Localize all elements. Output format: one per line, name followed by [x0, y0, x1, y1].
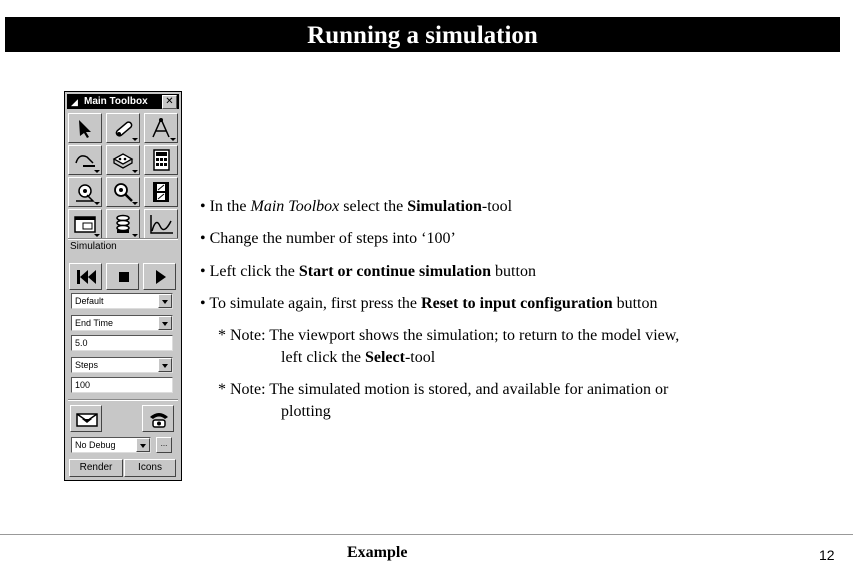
spring-icon [111, 213, 135, 235]
bullet-bold-text: Simulation [407, 198, 482, 215]
brush-tool-button[interactable] [106, 113, 140, 143]
start-or-continue-simulation-button[interactable] [143, 263, 176, 290]
bullet-bold-text: Reset to input configuration [421, 295, 613, 312]
submenu-indicator-icon [94, 234, 100, 237]
rewind-icon [76, 269, 98, 285]
bullet-text: button [612, 295, 658, 312]
toolbox-titlebar[interactable] [67, 94, 179, 109]
chevron-down-icon[interactable] [136, 438, 150, 452]
spring-tool-button[interactable] [106, 209, 140, 239]
note-motion-stored: * Note: The simulated motion is stored, and available for animation or [218, 381, 669, 398]
film-icon [149, 181, 173, 203]
graph-plot-icon [149, 213, 173, 235]
bullet-reset-simulation [200, 295, 657, 313]
bullet-select-simulation-tool [200, 198, 512, 216]
reload-simulation-button[interactable] [142, 405, 174, 432]
steps-mode-select[interactable] [71, 357, 173, 373]
simulation-tool-button[interactable] [144, 209, 178, 239]
telephone-refresh-icon [147, 409, 171, 429]
close-button[interactable]: ✕ [162, 95, 177, 109]
bullet-change-steps: • Change the number of steps into ‘100’ [200, 230, 456, 247]
window-icon [73, 213, 97, 235]
reset-to-input-configuration-button[interactable] [69, 263, 102, 290]
bullet-text: • To simulate again, first press the [200, 295, 422, 312]
note-text: -tool [404, 349, 436, 366]
bullet-text: -tool [481, 198, 513, 215]
footer-divider [0, 534, 853, 535]
bullet-bold-text: Start or continue simulation [298, 263, 492, 280]
divider [68, 238, 178, 240]
window-tool-button[interactable] [68, 209, 102, 239]
module-icon [111, 149, 135, 171]
envelope-icon [75, 409, 99, 429]
film-tool-button[interactable] [144, 177, 178, 207]
submenu-indicator-icon [132, 138, 138, 141]
compass-tool-button[interactable] [144, 113, 178, 143]
play-icon [150, 269, 172, 285]
divider [68, 399, 178, 401]
curve-tool-button[interactable] [68, 145, 102, 175]
render-button[interactable]: Render [69, 459, 123, 477]
body-icon [73, 181, 97, 203]
toolbox-title: Main Toolbox [84, 96, 148, 107]
submenu-indicator-icon [94, 202, 100, 205]
simulation-mode-value: Default [75, 296, 104, 306]
main-toolbox-window [64, 91, 182, 481]
save-simulation-button[interactable] [70, 405, 102, 432]
icons-button[interactable]: Icons [124, 459, 176, 477]
curve-icon [73, 149, 97, 171]
submenu-indicator-icon [132, 170, 138, 173]
body-tool-button[interactable] [68, 177, 102, 207]
stop-simulation-button[interactable] [106, 263, 139, 290]
more-options-button[interactable]: ... [156, 437, 172, 453]
chevron-down-icon[interactable] [158, 358, 172, 372]
note-text: left click the [281, 349, 365, 366]
submenu-indicator-icon [170, 138, 176, 141]
brush-icon [111, 117, 135, 139]
footer-title: Example [347, 544, 408, 561]
end-time-input[interactable]: 5.0 [71, 335, 173, 351]
module-tool-button[interactable] [106, 145, 140, 175]
magnifier-icon [111, 181, 135, 203]
note-motion-stored-continued: plotting [281, 403, 331, 420]
debug-level-value: No Debug [75, 440, 116, 450]
note-viewport-continued [281, 349, 435, 367]
steps-mode-value: Steps [75, 360, 99, 370]
page-number: 12 [819, 547, 835, 563]
end-mode-value: End Time [75, 318, 114, 328]
stop-icon [113, 269, 135, 285]
bullet-text: button [491, 263, 536, 280]
calculator-tool-button[interactable] [144, 145, 178, 175]
submenu-indicator-icon [132, 202, 138, 205]
submenu-indicator-icon [94, 170, 100, 173]
select-tool-button[interactable] [68, 113, 102, 143]
bullet-start-simulation [200, 263, 536, 281]
compass-icon [149, 117, 173, 139]
steps-input[interactable]: 100 [71, 377, 173, 393]
app-logo-icon: ◢ [71, 97, 78, 107]
submenu-indicator-icon [132, 234, 138, 237]
chevron-down-icon[interactable] [158, 294, 172, 308]
calculator-icon [149, 149, 173, 171]
bullet-italic-text: Main Toolbox [250, 198, 344, 215]
chevron-down-icon[interactable] [158, 316, 172, 330]
search-body-tool-button[interactable] [106, 177, 140, 207]
simulation-mode-select[interactable] [71, 293, 173, 309]
arrow-cursor-icon [73, 117, 97, 139]
bullet-text: • In the [200, 198, 251, 215]
simulation-section-label: Simulation [70, 241, 117, 252]
note-bold-text: Select [364, 349, 405, 366]
slide-title: Running a simulation [5, 17, 840, 52]
debug-level-select[interactable] [71, 437, 151, 453]
bullet-text: select the [343, 198, 408, 215]
bullet-text: • Left click the [200, 263, 299, 280]
note-viewport: * Note: The viewport shows the simulation; to return to the model view, [218, 327, 680, 344]
end-mode-select[interactable] [71, 315, 173, 331]
